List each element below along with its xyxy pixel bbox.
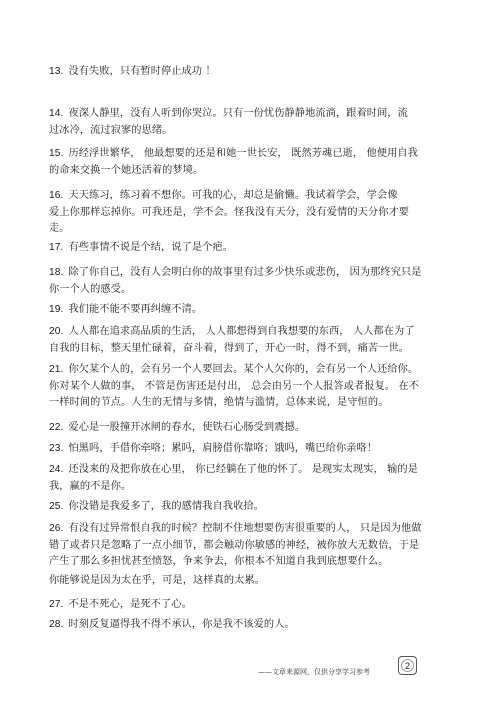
entry bbox=[49, 188, 420, 238]
entry-line bbox=[49, 302, 420, 319]
entry-number: 21. bbox=[49, 364, 64, 375]
entry-line bbox=[49, 538, 420, 555]
entry-number: 28. bbox=[49, 619, 64, 630]
entry-text: 人人都在追求高品质的生活， 人人都想得到自我想要的东西， 人人都在为了 bbox=[68, 326, 415, 337]
entry-line bbox=[49, 265, 420, 282]
entry bbox=[49, 521, 420, 571]
entry-line bbox=[49, 282, 420, 299]
entry-number: 15. bbox=[49, 148, 64, 159]
entry bbox=[49, 617, 420, 634]
entry bbox=[49, 146, 420, 179]
entry-number: 24. bbox=[49, 464, 64, 475]
page-number: 2 bbox=[404, 660, 410, 671]
entry-line bbox=[49, 362, 420, 379]
entry bbox=[49, 265, 420, 298]
entry-number: 22. bbox=[49, 422, 64, 433]
entry-line bbox=[49, 188, 420, 205]
entry-text: 没有失败，只有暂时停止成功 ！ bbox=[68, 66, 216, 77]
entry-number: 20. bbox=[49, 326, 64, 337]
entry-line bbox=[49, 221, 420, 238]
entry-text: 一样时间的节点。人生的无情与多情，绝情与滥情，总体来说，是守恒的。 bbox=[49, 397, 389, 408]
entry-text: 历经浮世繁华， 他最想要的还是和她一世长安， 既然芳魂已逝， 他便用自我 bbox=[68, 148, 418, 159]
entry-number: 25. bbox=[49, 501, 64, 512]
entry-line bbox=[49, 146, 420, 163]
entry-line bbox=[49, 597, 420, 614]
entry-line bbox=[49, 573, 420, 590]
entry-number: 13. bbox=[49, 66, 64, 77]
entry-line bbox=[49, 420, 420, 437]
entry bbox=[49, 597, 420, 614]
entry bbox=[49, 302, 420, 319]
entry-text: 不是不死心，是死不了心。 bbox=[68, 599, 192, 610]
entry-text: 除了你自己，没有人会明白你的故事里有过多少快乐或悲伤， 因为那终究只是 bbox=[68, 267, 422, 278]
entry bbox=[49, 240, 420, 257]
entry-text: 走。 bbox=[49, 223, 70, 234]
entry-line bbox=[49, 106, 420, 123]
entry bbox=[49, 106, 420, 139]
entry-text: 有没有过异常恨自我的时候？控制不住地想要伤害很重要的人， 只是因为他做 bbox=[68, 523, 422, 534]
entry-text: 你一个人的感受。 bbox=[49, 283, 132, 295]
entry bbox=[49, 462, 420, 495]
entry-text: 怕黑吗，手借你牵咯；累吗，肩膀借你靠咯；饿吗，嘴巴给你亲咯！ bbox=[68, 443, 378, 454]
entry-text: 你没错是我爱多了，我的感情我自我收拾。 bbox=[68, 501, 264, 512]
entry-line bbox=[49, 617, 420, 634]
footer-source-note: ——文章来源网，仅供分享学习参考 bbox=[258, 668, 370, 676]
entry-line bbox=[49, 64, 420, 81]
entry-text: 错了或者只是忽略了一点小细节，都会触动你敏感的神经，被你放大无数倍，于是 bbox=[49, 539, 420, 551]
entry-line bbox=[49, 341, 420, 358]
entry-line bbox=[49, 240, 420, 257]
entry-text: 有些事情不说是个结，说了是个疤。 bbox=[68, 242, 234, 253]
entry-number: 14. bbox=[49, 108, 64, 119]
entry-text: 天天练习，练习着不想你。可我的心，却总是偷懒。我试着学会，学会像 bbox=[68, 190, 398, 201]
entry-number: 16. bbox=[49, 190, 64, 201]
entry-line bbox=[49, 479, 420, 496]
entry-number: 19. bbox=[49, 304, 64, 315]
entry-text: 我，赢的不是你。 bbox=[49, 480, 132, 492]
entry-line bbox=[49, 379, 420, 396]
entry-number: 18. bbox=[49, 267, 64, 278]
entry-line bbox=[49, 499, 420, 516]
entry bbox=[49, 573, 420, 590]
entry-text: 的命来交换一个她还活着的梦境。 bbox=[49, 164, 204, 176]
entry-text: 我们能不能不要再纠缠不清。 bbox=[68, 304, 203, 315]
entry-text: 夜深人静里，没有人听到你哭泣。只有一份忧伤静静地流淌，跟着时间，流 bbox=[68, 108, 408, 119]
entry bbox=[49, 362, 420, 412]
entry-text: 产生了那么多担忧甚至愤怒，争来争去，你根本不知道自我到底想要什么。 bbox=[49, 556, 389, 567]
entry-line bbox=[49, 441, 420, 458]
entry-line bbox=[49, 123, 420, 140]
entry-line bbox=[49, 163, 420, 180]
entry-number: 27. bbox=[49, 599, 64, 610]
entry-number: 17. bbox=[49, 242, 64, 253]
entry-text: 爱上你那样忘掉你。可我还是，学不会。怪我没有天分，没有爱情的天分你才要 bbox=[49, 206, 410, 218]
entry bbox=[49, 64, 420, 81]
entry-text: 过冰冷，流过寂寥的思绪。 bbox=[49, 124, 173, 136]
entry-line bbox=[49, 205, 420, 222]
entry-text: 你能够说是因为太在乎，可是，这样真的太累。 bbox=[49, 575, 266, 586]
entry bbox=[49, 324, 420, 357]
entry-text: 时刻反复逼得我不得不承认，你是我不该爱的人。 bbox=[68, 619, 295, 630]
entry-text: 你对某个人做的事， 不管是伤害还是付出， 总会由另一个人报答或者报复。 在不 bbox=[49, 380, 420, 392]
entry-line bbox=[49, 324, 420, 341]
entry-line bbox=[49, 521, 420, 538]
entry-line bbox=[49, 395, 420, 412]
entry bbox=[49, 420, 420, 437]
entry-number: 23. bbox=[49, 443, 64, 454]
entry-number: 26. bbox=[49, 523, 64, 534]
entry bbox=[49, 499, 420, 516]
entry-text: 还没来的及把你放在心里， 你已经躺在了他的怀了。 是现实太现实， 输的是 bbox=[68, 464, 418, 475]
entry-line bbox=[49, 462, 420, 479]
entry-line bbox=[49, 554, 420, 571]
entry bbox=[49, 441, 420, 458]
entry-text: 爱心是一股撞开冰闸的春水，使铁石心肠受到震撼。 bbox=[68, 422, 306, 433]
entry-text: 自我的目标，整天里忙碌着，奋斗着，得到了，开心一时，得不到，痛苦一世。 bbox=[49, 342, 410, 354]
page-number-badge bbox=[398, 656, 417, 675]
entry-text: 你欠某个人的，会有另一个人要回去。某个人欠你的，会有另一个人还给你。 bbox=[68, 364, 419, 375]
